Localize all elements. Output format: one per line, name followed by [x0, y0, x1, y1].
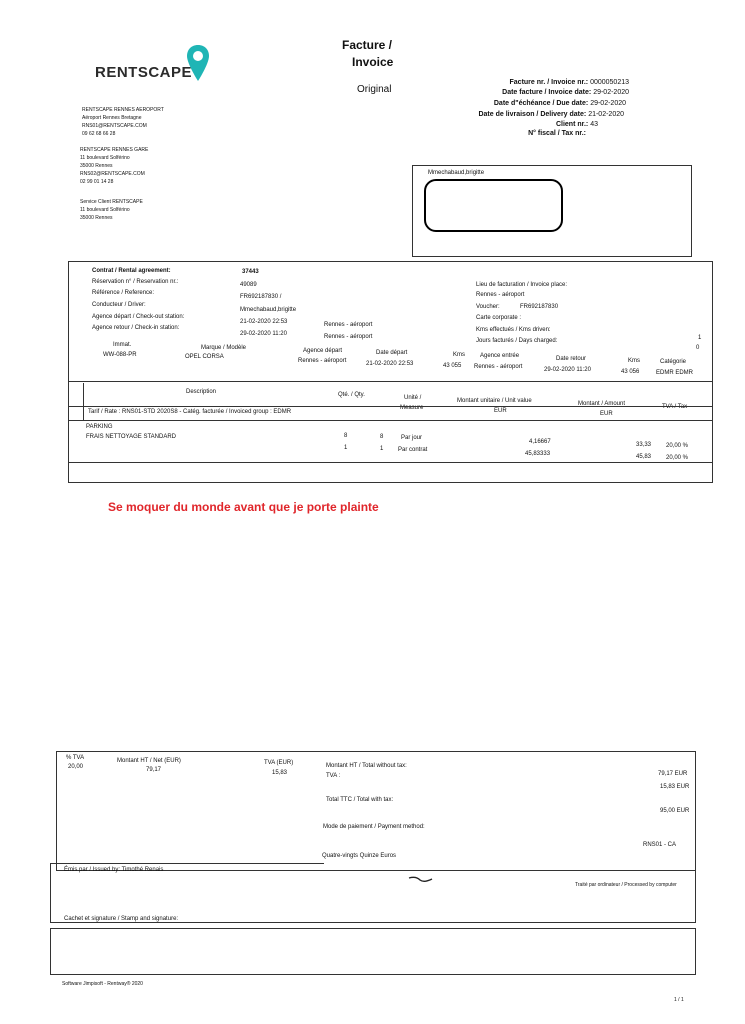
total-without-tax-label: Montant HT / Total without tax:: [326, 763, 407, 769]
vehicle-header-model: Marque / Modèle: [201, 345, 247, 351]
col-description: Description: [186, 389, 217, 395]
software-footer: Software Jimpisoft - Rentway® 2020: [62, 981, 143, 987]
vat-total-value: 15,83 EUR: [660, 784, 690, 790]
vehicle-header-kms-out: Kms: [453, 352, 465, 358]
net-value: 79,17: [146, 767, 162, 773]
col-unit-2: Measure: [400, 405, 424, 411]
line1-amount: 33,33: [636, 442, 652, 448]
agency-airport: RENTSCAPE RENNES AEROPORT Aéroport Rennes Bretagne RNS01@RENTSCAPE.COM 09 62 68 66 28: [82, 107, 164, 137]
checkin-datetime: 29-02-2020 11:20: [240, 331, 287, 337]
driver-value: Mmechabaud,brigitte: [240, 307, 297, 313]
payment-method-value: RNS01 - CA: [643, 842, 677, 848]
days-charged-value: 1: [698, 335, 702, 341]
client-nr-row: Client nr.: 43: [555, 121, 598, 128]
vehicle-checkin-date: 29-02-2020 11:20: [544, 367, 591, 373]
col-unit-value-2: EUR: [494, 408, 507, 414]
tax-nr-row: N° fiscal / Tax nr.:: [528, 130, 586, 137]
line2-unit: Par contrat: [398, 447, 428, 453]
page-number: 1 / 1: [674, 997, 684, 1003]
vat-total-label: TVA :: [326, 773, 341, 779]
line1-qty-b: 8: [380, 434, 384, 440]
total-with-tax-label: Total TTC / Total with tax:: [326, 797, 394, 803]
corporate-label: Carte corporate :: [476, 315, 522, 321]
col-vat: TVA / Tax: [662, 404, 688, 410]
total-without-tax-value: 79,17 EUR: [658, 771, 688, 777]
logo-text: RENTSCAPE: [95, 64, 193, 81]
reference-value: FR692187830 /: [240, 294, 282, 300]
agreement-value: 37443: [242, 269, 259, 275]
reservation-value: 49089: [240, 282, 257, 288]
line1-vat: 20,00 %: [666, 443, 689, 449]
agreement-label: Contrat / Rental agreement:: [92, 268, 171, 274]
signature-mark-icon: [408, 874, 434, 884]
line2-qty-b: 1: [380, 446, 384, 452]
line1-qty-a: 8: [344, 433, 348, 439]
checkin-label: Agence retour / Check-in station:: [92, 325, 180, 331]
col-unit-value-1: Montant unitaire / Unit value: [457, 398, 532, 404]
vehicle-category: EDMR EDMR: [656, 370, 693, 376]
driver-label: Conducteur / Driver:: [92, 302, 146, 308]
days-charged-label: Jours facturés / Days charged:: [476, 338, 558, 344]
rentscape-logo: [95, 64, 192, 82]
vehicle-checkin-agency: Rennes - aéroport: [474, 364, 523, 370]
col-amount-2: EUR: [600, 411, 613, 417]
vehicle-plate: WW-088-PR: [103, 352, 137, 358]
agency-gare: RENTSCAPE RENNES GARE 11 boulevard Solférino 35000 Rennes RNS02@RENTSCAPE.COM 02 99 01 14 28: [80, 147, 149, 185]
net-label: Montant HT / Net (EUR): [117, 758, 181, 764]
reference-label: Référence / Reference:: [92, 290, 155, 296]
original-label: Original: [357, 84, 392, 95]
col-amount-1: Montant / Amount: [578, 401, 626, 407]
vehicle-model: OPEL CORSA: [185, 354, 224, 360]
vehicle-checkout-date: 21-02-2020 22:53: [366, 361, 414, 367]
col-qty: Qté. / Qty.: [338, 392, 365, 398]
payment-method-label: Mode de paiement / Payment method:: [323, 824, 425, 830]
vehicle-header-category: Catégorie: [660, 359, 687, 365]
invoice-title-line2: Invoice: [352, 55, 394, 69]
kms-driven-value: 0: [696, 345, 700, 351]
vehicle-header-kms-in: Kms: [628, 358, 640, 364]
vat-eur-label: TVA (EUR): [264, 760, 294, 766]
stamp-box: [50, 928, 696, 975]
vehicle-checkout-agency: Rennes - aéroport: [298, 358, 347, 364]
voucher-value: FR692187830: [520, 304, 559, 310]
vat-pct-value: 20,00: [68, 764, 84, 770]
stamp-label: Cachet et signature / Stamp and signature:: [64, 916, 179, 922]
vehicle-kms-in: 43 056: [621, 369, 640, 375]
vat-eur-value: 15,83: [272, 770, 288, 776]
complaint-note: Se moquer du monde avant que je porte plainte: [108, 500, 379, 514]
vehicle-header-checkout-date: Date départ: [376, 350, 408, 356]
total-with-tax-value: 95,00 EUR: [660, 808, 690, 814]
tariff-line: Tarif / Rate : RNS01-STD 2020S8 - Catég. facturée / Invoiced group : EDMR: [88, 409, 292, 415]
invoice-place-label: Lieu de facturation / Invoice place:: [476, 282, 568, 288]
invoice-place: Rennes - aéroport: [476, 292, 525, 298]
vehicle-header-checkout-agency: Agence départ: [303, 348, 343, 354]
invoice-date-row: Date facture / Invoice date: 29-02-2020: [502, 89, 629, 96]
amount-in-words: Quatre-vingts Quinze Euros: [322, 853, 397, 859]
line-desc-cleaning: FRAIS NETTOYAGE STANDARD: [86, 434, 177, 440]
line2-amount: 45,83: [636, 454, 652, 460]
vehicle-kms-out: 43 055: [443, 363, 462, 369]
vehicle-header-checkin-agency: Agence entrée: [480, 353, 520, 359]
col-unit-1: Unité /: [404, 395, 422, 401]
due-date-row: Date d"échéance / Due date: 29-02-2020: [493, 100, 626, 107]
delivery-date-row: Date de livraison / Delivery date: 21-02-2020: [478, 111, 624, 118]
reservation-label: Réservation n° / Reservation nr.:: [92, 279, 179, 285]
location-pin-icon: [186, 44, 210, 82]
invoice-nr-row: Facture nr. / Invoice nr.: 0000050213: [509, 79, 629, 86]
checkin-station: Rennes - aéroport: [324, 334, 373, 340]
checkout-label: Agence départ / Check-out station:: [92, 314, 185, 320]
invoice-title-line1: Facture /: [342, 38, 393, 52]
voucher-label: Voucher:: [476, 304, 500, 310]
kms-driven-label: Kms effectués / Kms driven:: [476, 327, 551, 333]
line-desc-parking: PARKING: [86, 424, 113, 430]
line1-unit: Par jour: [401, 435, 423, 441]
line2-qty-a: 1: [344, 445, 348, 451]
line1-unit-value: 4,16667: [529, 439, 551, 445]
line2-unit-value: 45,83333: [525, 451, 551, 457]
customer-name: Mmechabaud,brigitte: [428, 170, 485, 176]
checkout-station: Rennes - aéroport: [324, 322, 373, 328]
checkout-datetime: 21-02-2020 22:53: [240, 319, 288, 325]
contract-box: [68, 261, 713, 483]
vehicle-header-checkin-date: Date retour: [556, 356, 587, 362]
issued-by: Émis par / Issued by: Timothé Renais: [64, 867, 164, 873]
processed-by-computer: Traité par ordinateur / Processed by computer: [575, 882, 677, 888]
vat-pct-label: % TVA: [66, 755, 85, 761]
vehicle-header-plate: Immat.: [113, 342, 132, 348]
line2-vat: 20,00 %: [666, 455, 689, 461]
redacted-address: [424, 179, 563, 232]
customer-service: Service Client RENTSCAPE 11 boulevard Solférino 35000 Rennes: [80, 199, 143, 221]
